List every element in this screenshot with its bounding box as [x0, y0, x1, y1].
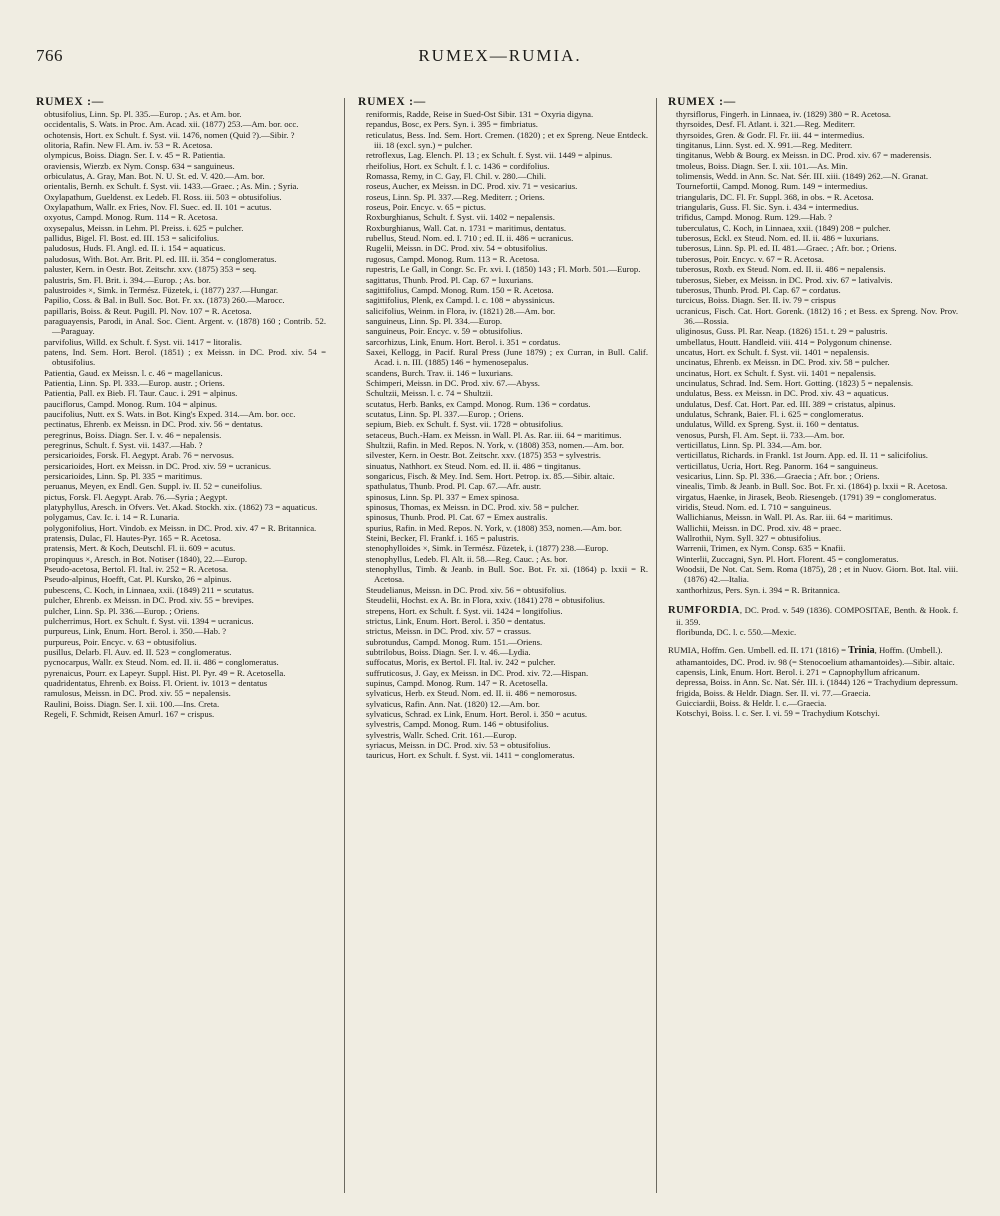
index-entry: sagittifolius, Campd. Monog. Rum. 150 = R. Acetosa.: [366, 284, 554, 295]
index-entry: Roxburghianus, Wall. Cat. n. 1731 = maritimus, dentatus.: [366, 222, 567, 233]
index-entry: roseus, Linn. Sp. Pl. 337.—Reg. Mediterr. ; Oriens.: [366, 191, 545, 202]
index-entry: suffruticosus, J. Gay, ex Meissn. in DC. Prod. xiv. 72.—Hispan.: [366, 667, 589, 678]
index-entry: persicarioides, Linn. Sp. Pl. 335 = maritimus.: [44, 471, 203, 482]
column-1: [36, 96, 326, 1196]
index-entry: Regeli, F. Schmidt, Reisen Amurl. 167 = crispus.: [44, 708, 215, 719]
entry-list: [668, 657, 958, 719]
index-entry: obtusifolius, Linn. Sp. Pl. 335.—Europ. ; As. et Am. bor.: [44, 109, 242, 119]
index-entry: tauricus, Hort. ex Schult. f. Syst. vii. 1411 = conglomeratus.: [366, 750, 575, 761]
index-entry: scutatus, Linn. Sp. Pl. 337.—Europ. ; Oriens.: [366, 408, 524, 419]
index-entry: pulcher, Linn. Sp. Pl. 336.—Europ. ; Oriens.: [44, 605, 200, 616]
index-entry: Steudelii, Hochst. ex A. Br. in Flora, xxiv. (1841) 278 = obtusifolius.: [366, 595, 605, 606]
index-entry: sylvestris, Wallr. Sched. Crit. 161.—Europ.: [366, 729, 517, 740]
index-entry: verticillatus, Richards. in Frankl. 1st Journ. App. ed. II. 11 = salicifolius.: [676, 450, 928, 461]
index-entry: paludosus, Huds. Fl. Angl. ed. II. i. 154 = aquaticus.: [44, 243, 226, 254]
index-entry: pyrenaicus, Pourr. ex Lapeyr. Suppl. Hist. Pl. Pyr. 49 = R. Acetosella.: [44, 667, 286, 678]
column-heading: RUMEX :—: [36, 96, 105, 108]
index-entry: sanguineus, Poir. Encyc. v. 59 = obtusifolius.: [366, 326, 523, 337]
index-entry: tuberosus, Roxb. ex Steud. Nom. ed. II. ii. 486 = nepalensis.: [676, 264, 886, 275]
index-entry: reniformis, Radde, Reise in Sued-Ost Sibir. 131 = Oxyria digyna.: [366, 109, 594, 119]
index-entry: turcicus, Boiss. Diagn. Ser. II. iv. 79 = crispus: [676, 295, 836, 306]
index-entry: palustroides ×, Simk. in Termész. Füzetek, i. (1877) 237.—Hungar.: [44, 284, 279, 295]
index-entry: spurius, Rafin. in Med. Repos. N. York, v. (1808) 353, nomen.—Am. bor.: [366, 522, 622, 533]
index-entry: uncinatus, Ehrenb. ex Meissn. in DC. Prod. xiv. 58 = pulcher.: [676, 357, 890, 368]
index-entry: Pseudo-alpinus, Hoefft, Cat. Pl. Kursko, 26 = alpinus.: [44, 574, 232, 585]
index-entry: sinuatus, Nathhort. ex Steud. Nom. ed. II. ii. 486 = tingitanus.: [366, 460, 581, 471]
index-entry: Patientia, Gaud. ex Meissn. l. c. 46 = magellanicus.: [44, 367, 223, 378]
genus-citation-rest: , Hoffm. (Umbell.).: [874, 645, 943, 656]
index-entry: tuberosus, Linn. Sp. Pl. ed. II. 481.—Graec. ; Afr. bor. ; Oriens.: [676, 243, 897, 254]
index-entry: sylvaticus, Herb. ex Steud. Nom. ed. II. ii. 486 = nemorosus.: [366, 688, 577, 699]
index-entry: purpureus, Poir. Encyc. v. 63 = obtusifolius.: [44, 636, 197, 647]
index-entry: Kotschyi, Boiss. l. c. Ser. I. vi. 59 = Trachydium Kotschyi.: [676, 708, 880, 719]
index-entry: venosus, Pursh, Fl. Am. Sept. ii. 733.—Am. bor.: [676, 429, 845, 440]
index-entry: tuberosus, Thunb. Prod. Pl. Cap. 67 = cordatus.: [676, 284, 841, 295]
index-entry: platyphyllus, Aresch. in Ofvers. Vet. Akad. Stockh. xix. (1862) 73 = aquaticus.: [44, 502, 318, 513]
index-entry: athamantoides, DC. Prod. iv. 98 (= Stenocoelium athamantoides).—Sibir. altaic.: [676, 656, 955, 667]
spacer: [668, 595, 958, 605]
index-entry: pubescens, C. Koch, in Linnaea, xxii. (1849) 211 = scutatus.: [44, 584, 254, 595]
index-entry: rugosus, Campd. Monog. Rum. 113 = R. Acetosa.: [366, 253, 540, 264]
index-entry: occidentalis, S. Wats. in Proc. Am. Acad. xii. (1877) 253.—Am. bor. occ.: [44, 119, 299, 130]
index-entry: uncatus, Hort. ex Schult. f. Syst. vii. 1401 = nepalensis.: [676, 346, 870, 357]
entry-list: [668, 627, 958, 637]
index-entry: rubellus, Steud. Nom. ed. I. 710 ; ed. II. ii. 486 = ucranicus.: [366, 233, 574, 244]
column-3: [668, 96, 958, 1196]
index-entry: frigida, Boiss. & Heldr. Diagn. Ser. II. vi. 77.—Graecia.: [676, 687, 871, 698]
index-entry: Oxylapathum, Gueldenst. ex Ledeb. Fl. Ross. iii. 503 = obtusifolius.: [44, 191, 282, 202]
index-entry: Steini, Becker, Fl. Frankf. i. 165 = palustris.: [366, 533, 519, 544]
index-entry: spathulatus, Thunb. Prod. Pl. Cap. 67.—Afr. austr.: [366, 481, 542, 492]
index-entry: polygamus, Cav. Ic. i. 14 = R. Lunaria.: [44, 512, 180, 523]
entry-list: [668, 109, 958, 595]
index-entry: vesicarius, Linn. Sp. Pl. 336.—Graecia ; Afr. bor. ; Oriens.: [676, 471, 880, 482]
page-number: 766: [36, 46, 63, 65]
index-entry: pulcher, Ehrenb. ex Meissn. in DC. Prod. xiv. 55 = brevipes.: [44, 595, 254, 606]
index-entry: peregrinus, Schult. f. Syst. vii. 1437.—Hab. ?: [44, 440, 203, 450]
index-entry: Schimperi, Meissn. in DC. Prod. xiv. 67.—Abyss.: [366, 377, 540, 388]
index-entry: pauciflorus, Campd. Monog. Rum. 104 = alpinus.: [44, 398, 218, 409]
column-heading: RUMEX :—: [358, 96, 427, 108]
index-entry: uncinulatus, Schrad. Ind. Sem. Hort. Gotting. (1823) 5 = nepalensis.: [676, 377, 914, 388]
index-entry: propinquus ×, Aresch. in Bot. Notiser (1840), 22.—Europ.: [44, 553, 248, 564]
index-entry: Winterlii, Zuccagni, Syn. Pl. Hort. Florent. 45 = conglomeratus.: [676, 553, 899, 564]
column-heading: RUMEX :—: [668, 96, 737, 108]
index-entry: pectinatus, Ehrenb. ex Meissn. in DC. Prod. xiv. 56 = dentatus.: [44, 419, 263, 430]
genus-name: RUMFORDIA: [668, 605, 740, 617]
index-entry: tuberculatus, C. Koch, in Linnaea, xxii. (1849) 208 = pulcher.: [676, 222, 891, 233]
index-entry: triangularis, DC. Fl. Fr. Suppl. 368, in obs. = R. Acetosa.: [676, 191, 874, 202]
index-entry: patens, Ind. Sem. Hort. Berol. (1851) ; ex Meissn. in DC. Prod. xiv. 54 = obtusifolius.: [44, 346, 326, 368]
index-entry: uncinatus, Hort. ex Schult. f. Syst. vii. 1401 = nepalensis.: [676, 367, 876, 378]
index-entry: peregrinus, Boiss. Diagn. Ser. I. v. 46 = nepalensis.: [44, 429, 222, 440]
genus-name: Trinia: [848, 645, 875, 657]
index-entry: suffocatus, Moris, ex Bertol. Fl. Ital. iv. 242 = pulcher.: [366, 657, 556, 668]
index-columns: [36, 96, 964, 1196]
index-entry: parvifolius, Willd. ex Schult. f. Syst. vii. 1417 = litoralis.: [44, 336, 242, 347]
index-entry: oxyotus, Campd. Monog. Rum. 114 = R. Acetosa.: [44, 212, 218, 223]
index-entry: Raulini, Boiss. Diagn. Ser. I. xii. 100.—Ins. Creta.: [44, 698, 220, 709]
index-entry: triangularis, Guss. Fl. Sic. Syn. i. 434 = intermedius.: [676, 202, 859, 213]
index-entry: sylvaticus, Schrad. ex Link, Enum. Hort. Berol. i. 350 = acutus.: [366, 708, 588, 719]
index-entry: sylvaticus, Rafin. Ann. Nat. (1820) 12.—Am. bor.: [366, 698, 540, 709]
index-entry: umbellatus, Houtt. Handleid. viii. 414 = Polygonum chinense.: [676, 336, 892, 347]
index-entry: ramulosus, Meissn. in DC. Prod. xiv. 55 = nepalensis.: [44, 688, 231, 699]
index-entry: Wallrothii, Nym. Syll. 327 = obtusifolius.: [676, 533, 821, 544]
index-entry: paluster, Kern. in Oestr. Bot. Zeitschr. xxv. (1875) 353 = seq.: [44, 264, 257, 275]
index-entry: scandens, Burch. Trav. ii. 146 = luxurians.: [366, 367, 513, 378]
spacer: [668, 637, 958, 645]
index-entry: salicifolius, Weinm. in Flora, iv. (1821) 28.—Am. bor.: [366, 305, 556, 316]
index-entry: strictus, Meissn. in DC. Prod. xiv. 57 = crassus.: [366, 626, 532, 637]
index-entry: Pseudo-acetosa, Bertol. Fl. Ital. iv. 252 = R. Acetosa.: [44, 564, 229, 575]
index-entry: rheifolius, Hort. ex Schult. f. l. c. 1436 = cordifolius.: [366, 160, 550, 171]
index-entry: roseus, Poir. Encyc. v. 65 = pictus.: [366, 202, 486, 213]
index-entry: sagittifolius, Plenk, ex Campd. l. c. 108 = abyssinicus.: [366, 295, 555, 306]
index-entry: Patientia, Linn. Sp. Pl. 333.—Europ. austr. ; Oriens.: [44, 377, 225, 388]
index-entry: Wallichianus, Meissn. in Wall. Pl. As. Rar. iii. 64 = maritimus.: [676, 512, 893, 523]
index-entry: sagittatus, Thunb. Prod. Pl. Cap. 67 = luxurians.: [366, 274, 534, 285]
index-entry: palustris, Sm. Fl. Brit. i. 394.—Europ. ; As. bor.: [44, 274, 211, 285]
index-entry: spinosus, Linn. Sp. Pl. 337 = Emex spinosa.: [366, 491, 520, 502]
index-entry: xanthorhizus, Pers. Syn. i. 394 = R. Britannica.: [676, 584, 840, 595]
index-entry: verticillatus, Linn. Sp. Pl. 334.—Am. bor.: [676, 440, 822, 450]
index-entry: tuberosus, Poir. Encyc. v. 67 = R. Acetosa.: [676, 253, 824, 264]
index-entry: olitoria, Rafin. New Fl. Am. iv. 53 = R. Acetosa.: [44, 140, 213, 151]
index-entry: oxysepalus, Meissn. in Lehm. Pl. Preiss. i. 625 = pulcher.: [44, 222, 244, 233]
column-rule: [344, 98, 345, 1193]
index-entry: depressa, Boiss. in Ann. Sc. Nat. Sér. III. i. (1844) 126 = Trachydium depressum.: [676, 677, 958, 688]
index-entry: olympicus, Boiss. Diagn. Ser. I. v. 45 = R. Patientia.: [44, 150, 226, 161]
index-entry: peruanus, Meyen, ex Endl. Gen. Suppl. iv. II. 52 = cuneifolius.: [44, 481, 263, 492]
index-entry: verticillatus, Ucria, Hort. Reg. Panorm. 164 = sanguineus.: [676, 460, 879, 471]
index-entry: pulcherrimus, Hort. ex Schult. f. Syst. vii. 1394 = ucranicus.: [44, 615, 254, 626]
index-entry: paludosus, With. Bot. Arr. Brit. Pl. ed. III. ii. 354 = conglomeratus.: [44, 253, 277, 264]
index-entry: supinus, Campd. Monog. Rum. 147 = R. Acetosella.: [366, 677, 548, 688]
index-entry: pratensis, Mert. & Koch, Deutschl. Fl. ii. 609 = acutus.: [44, 543, 236, 554]
index-entry: polygonifolius, Hort. Vindob. ex Meissn. in DC. Prod. xiv. 47 = R. Britannica.: [44, 522, 317, 533]
index-entry: Shultzii, Rafin. in Med. Repos. N. York, v. (1808) 353, nomen.—Am. bor.: [366, 440, 624, 450]
index-entry: thyrsoides, Desf. Fl. Atlant. i. 321.—Reg. Mediterr.: [676, 119, 856, 130]
index-entry: uliginosus, Guss. Pl. Rar. Neap. (1826) 151. t. 29 = palustris.: [676, 326, 888, 337]
column-rule: [656, 98, 657, 1193]
index-entry: Patientia, Pall. ex Bieb. Fl. Taur. Cauc. i. 291 = alpinus.: [44, 388, 238, 399]
index-entry: stenophyllus, Ledeb. Fl. Alt. ii. 58.—Reg. Cauc. ; As. bor.: [366, 553, 568, 564]
index-entry: Rugelii, Meissn. in DC. Prod. xiv. 54 = obtusifolius.: [366, 243, 548, 254]
index-entry: roseus, Aucher, ex Meissn. in DC. Prod. xiv. 71 = vesicarius.: [366, 181, 578, 192]
index-entry: paraguayensis, Parodi, in Anal. Soc. Cient. Argent. v. (1878) 160 ; Contrib. 52.—Paraguay.: [44, 315, 326, 337]
index-entry: undulatus, Bess. ex Meissn. in DC. Prod. xiv. 43 = aquaticus.: [676, 388, 889, 399]
index-entry: undulatus, Desf. Cat. Hort. Par. ed. III. 389 = cristatus, alpinus.: [676, 398, 896, 409]
index-entry: floribunda, DC. l. c. 550.—Mexic.: [676, 626, 797, 637]
index-entry: repandus, Bosc, ex Pers. Syn. i. 395 = fimbriatus.: [366, 119, 538, 130]
index-entry: tingitanus, Webb & Bourg. ex Meissn. in DC. Prod. xiv. 67 = maderensis.: [676, 150, 932, 161]
index-entry: syriacus, Meissn. in DC. Prod. xiv. 53 = obtusifolius.: [366, 739, 551, 750]
index-entry: Wallichii, Meissn. in DC. Prod. xiv. 48 = praec.: [676, 522, 842, 533]
index-entry: pycnocarpus, Wallr. ex Steud. Nom. ed. II. ii. 486 = conglomeratus.: [44, 657, 279, 668]
index-entry: Roxburghianus, Schult. f. Syst. vii. 1402 = nepalensis.: [366, 212, 555, 223]
index-entry: persicarioides, Hort. ex Meissn. in DC. Prod. xiv. 59 = ucranicus.: [44, 460, 272, 471]
genus-citation: RUMIA, Hoffm. Gen. Umbell. ed. II. 171 (1816) =: [668, 645, 849, 656]
index-entry: setaceus, Buch.-Ham. ex Meissn. in Wall. Pl. As. Rar. iii. 64 = maritimus.: [366, 429, 622, 440]
index-entry: Warrenii, Trimen, ex Nym. Consp. 635 = Knafii.: [676, 543, 846, 554]
index-entry: pictus, Forsk. Fl. Aegypt. Arab. 76.—Syria ; Aegypt.: [44, 491, 228, 502]
index-entry: Saxei, Kellogg, in Pacif. Rural Press (June 1879) ; ex Curran, in Bull. Calif. Acad. i. n. III. (1885) 146 = hymenosepalus.: [366, 346, 648, 368]
index-entry: thyrsiflorus, Fingerh. in Linnaea, iv. (1829) 380 = R. Acetosa.: [676, 109, 891, 119]
index-entry: sanguineus, Linn. Sp. Pl. 334.—Europ.: [366, 315, 503, 326]
index-entry: ucranicus, Fisch. Cat. Hort. Gorenk. (1812) 16 ; et Bess. ex Spreng. Nov. Prov. 36.—Rossia.: [676, 305, 958, 326]
index-entry: sylvestris, Campd. Monog. Rum. 146 = obtusifolius.: [366, 719, 549, 730]
index-entry: vinealis, Timb. & Jeanb. in Bull. Soc. Bot. Fr. xi. (1864) p. lxxii = R. Acetosa.: [676, 481, 948, 492]
index-entry: pratensis, Dulac, Fl. Hautes-Pyr. 165 = R. Acetosa.: [44, 533, 221, 544]
page-header: [36, 44, 964, 72]
index-entry: silvester, Kern. in Oestr. Bot. Zeitschr. xxv. (1875) 353 = sylvestris.: [366, 450, 601, 461]
index-entry: pallidus, Bigel. Fl. Bost. ed. III. 153 = salicifolius.: [44, 233, 220, 244]
index-entry: quadridentatus, Ehrenb. ex Boiss. Fl. Orient. iv. 1013 = dentatus: [44, 677, 268, 688]
index-entry: stenophyllus, Timb. & Jeanb. in Bull. Soc. Bot. Fr. xi. (1864) p. lxxii = R. Acetosa.: [366, 564, 648, 585]
genus-citation: , DC. Prod. v. 549 (1836). COMPOSITAE, Benth. & Hook. f. ii. 359.: [676, 605, 958, 627]
running-head: RUMEX—RUMIA.: [418, 46, 582, 65]
index-entry: persicarioides, Forsk. Fl. Aegypt. Arab. 76 = nervosus.: [44, 450, 234, 461]
index-entry: Romassa, Remy, in C. Gay, Fl. Chil. v. 280.—Chili.: [366, 171, 547, 182]
index-entry: stenophylloides ×, Simk. in Termész. Füzetek, i. (1877) 238.—Europ.: [366, 543, 609, 554]
index-entry: virgatus, Haenke, in Jirasek, Beob. Riesengeb. (1791) 39 = conglomeratus.: [676, 491, 937, 502]
index-entry: trifidus, Campd. Monog. Rum. 129.—Hab. ?: [676, 212, 833, 223]
index-entry: sepium, Bieb. ex Schult. f. Syst. vii. 1728 = obtusifolius.: [366, 419, 563, 430]
index-entry: Tournefortii, Campd. Monog. Rum. 149 = intermedius.: [676, 181, 868, 192]
index-entry: Schultzii, Meissn. l. c. 74 = Shultzii.: [366, 388, 493, 399]
column-2: [358, 96, 648, 1196]
index-entry: songaricus, Fisch. & Mey. Ind. Sem. Hort. Petrop. ix. 85.—Sibir. altaic.: [366, 471, 615, 482]
index-entry: orientalis, Bernh. ex Schult. f. Syst. vii. 1433.—Graec. ; As. Min. ; Syria.: [44, 181, 299, 192]
index-entry: tingitanus, Linn. Syst. ed. X. 991.—Reg. Mediterr.: [676, 140, 853, 151]
index-entry: subrotundus, Campd. Monog. Rum. 151.—Oriens.: [366, 636, 543, 647]
genus-entry-rumia: [668, 645, 958, 656]
index-entry: ochotensis, Hort. ex Schult. f. Syst. vii. 1476, nomen (Quid ?).—Sibir. ?: [44, 129, 295, 140]
index-entry: purpureus, Link, Enum. Hort. Berol. i. 350.—Hab. ?: [44, 626, 227, 637]
index-entry: reticulatus, Bess. Ind. Sem. Hort. Cremen. (1820) ; et ex Spreng. Neue Entdeck. iii. 18 (excl. syn.) = pulcher.: [366, 129, 648, 151]
index-entry: spinosus, Thomas, ex Meissn. in DC. Prod. xiv. 58 = pulcher.: [366, 502, 579, 513]
index-entry: Steudelianus, Meissn. in DC. Prod. xiv. 56 = obtusifolius.: [366, 584, 567, 595]
index-entry: strictus, Link, Enum. Hort. Berol. i. 350 = dentatus.: [366, 615, 546, 626]
index-entry: Woodsii, De Not. Cat. Sem. Roma (1875), 28 ; et in Nuov. Giorn. Bot. Ital. viii. (1876) 42.—Italia.: [676, 564, 958, 585]
index-entry: sarcorhizus, Link, Enum. Hort. Berol. i. 351 = cordatus.: [366, 336, 561, 347]
index-entry: Papilio, Coss. & Bal. in Bull. Soc. Bot. Fr. xx. (1873) 260.—Marocc.: [44, 295, 285, 306]
index-entry: tuberosus, Sieber, ex Meissn. in DC. Prod. xiv. 67 = lativalvis.: [676, 274, 893, 285]
index-entry: orbiculatus, A. Gray, Man. Bot. N. U. St. ed. V. 420.—Am. bor.: [44, 171, 265, 182]
index-entry: tmoleus, Boiss. Diagn. Ser. I. xii. 101.—As. Min.: [676, 160, 848, 171]
index-entry: tolimensis, Wedd. in Ann. Sc. Nat. Sér. III. xiii. (1849) 262.—N. Granat.: [676, 171, 929, 182]
index-entry: capensis, Link, Enum. Hort. Berol. i. 271 = Capnophyllum africanum.: [676, 666, 920, 677]
index-entry: paucifolius, Nutt. ex S. Wats. in Bot. King's Exped. 314.—Am. bor. occ.: [44, 408, 296, 419]
index-entry: oraviensis, Wierzb. ex Nym. Consp. 634 = sanguineus.: [44, 160, 235, 171]
index-entry: strepens, Hort. ex Schult. f. Syst. vii. 1424 = longifolius.: [366, 605, 563, 616]
index-entry: scutatus, Herb. Banks, ex Campd. Monog. Rum. 136 = cordatus.: [366, 398, 591, 409]
index-entry: tuberosus, Eckl. ex Steud. Nom. ed. II. ii. 486 = luxurians.: [676, 233, 879, 244]
index-entry: rupestris, Le Gall, in Congr. Sc. Fr. xvi. I. (1850) 143 ; Fl. Morb. 501.—Europ.: [366, 264, 641, 275]
index-entry: thyrsoides, Gren. & Godr. Fl. Fr. iii. 44 = intermedius.: [676, 129, 865, 140]
index-entry: viridis, Steud. Nom. ed. I. 710 = sanguineus.: [676, 502, 832, 513]
index-entry: papillaris, Boiss. & Reut. Pugill. Pl. Nov. 107 = R. Acetosa.: [44, 305, 252, 316]
index-entry: Oxylapathum, Wallr. ex Fries, Nov. Fl. Suec. ed. II. 101 = acutus.: [44, 202, 272, 213]
entry-list: [36, 109, 326, 719]
index-entry: pusillus, Delarb. Fl. Auv. ed. II. 523 = conglomeratus.: [44, 646, 232, 657]
genus-entry-rumfordia: [668, 605, 958, 627]
index-entry: undulatus, Willd. ex Spreng. Syst. ii. 160 = dentatus.: [676, 419, 859, 430]
index-entry: undulatus, Schrank, Baier. Fl. i. 625 = conglomeratus.: [676, 408, 864, 419]
entry-list: [358, 109, 648, 761]
index-entry: spinosus, Thunb. Prod. Pl. Cat. 67 = Emex australis.: [366, 512, 548, 523]
index-entry: retroflexus, Lag. Elench. Pl. 13 ; ex Schult. f. Syst. vii. 1449 = alpinus.: [366, 150, 613, 161]
index-entry: subtrilobus, Boiss. Diagn. Ser. I. v. 46.—Lydia.: [366, 646, 531, 657]
index-entry: Guicciardii, Boiss. & Heldr. l. c.—Graecia.: [676, 697, 827, 708]
